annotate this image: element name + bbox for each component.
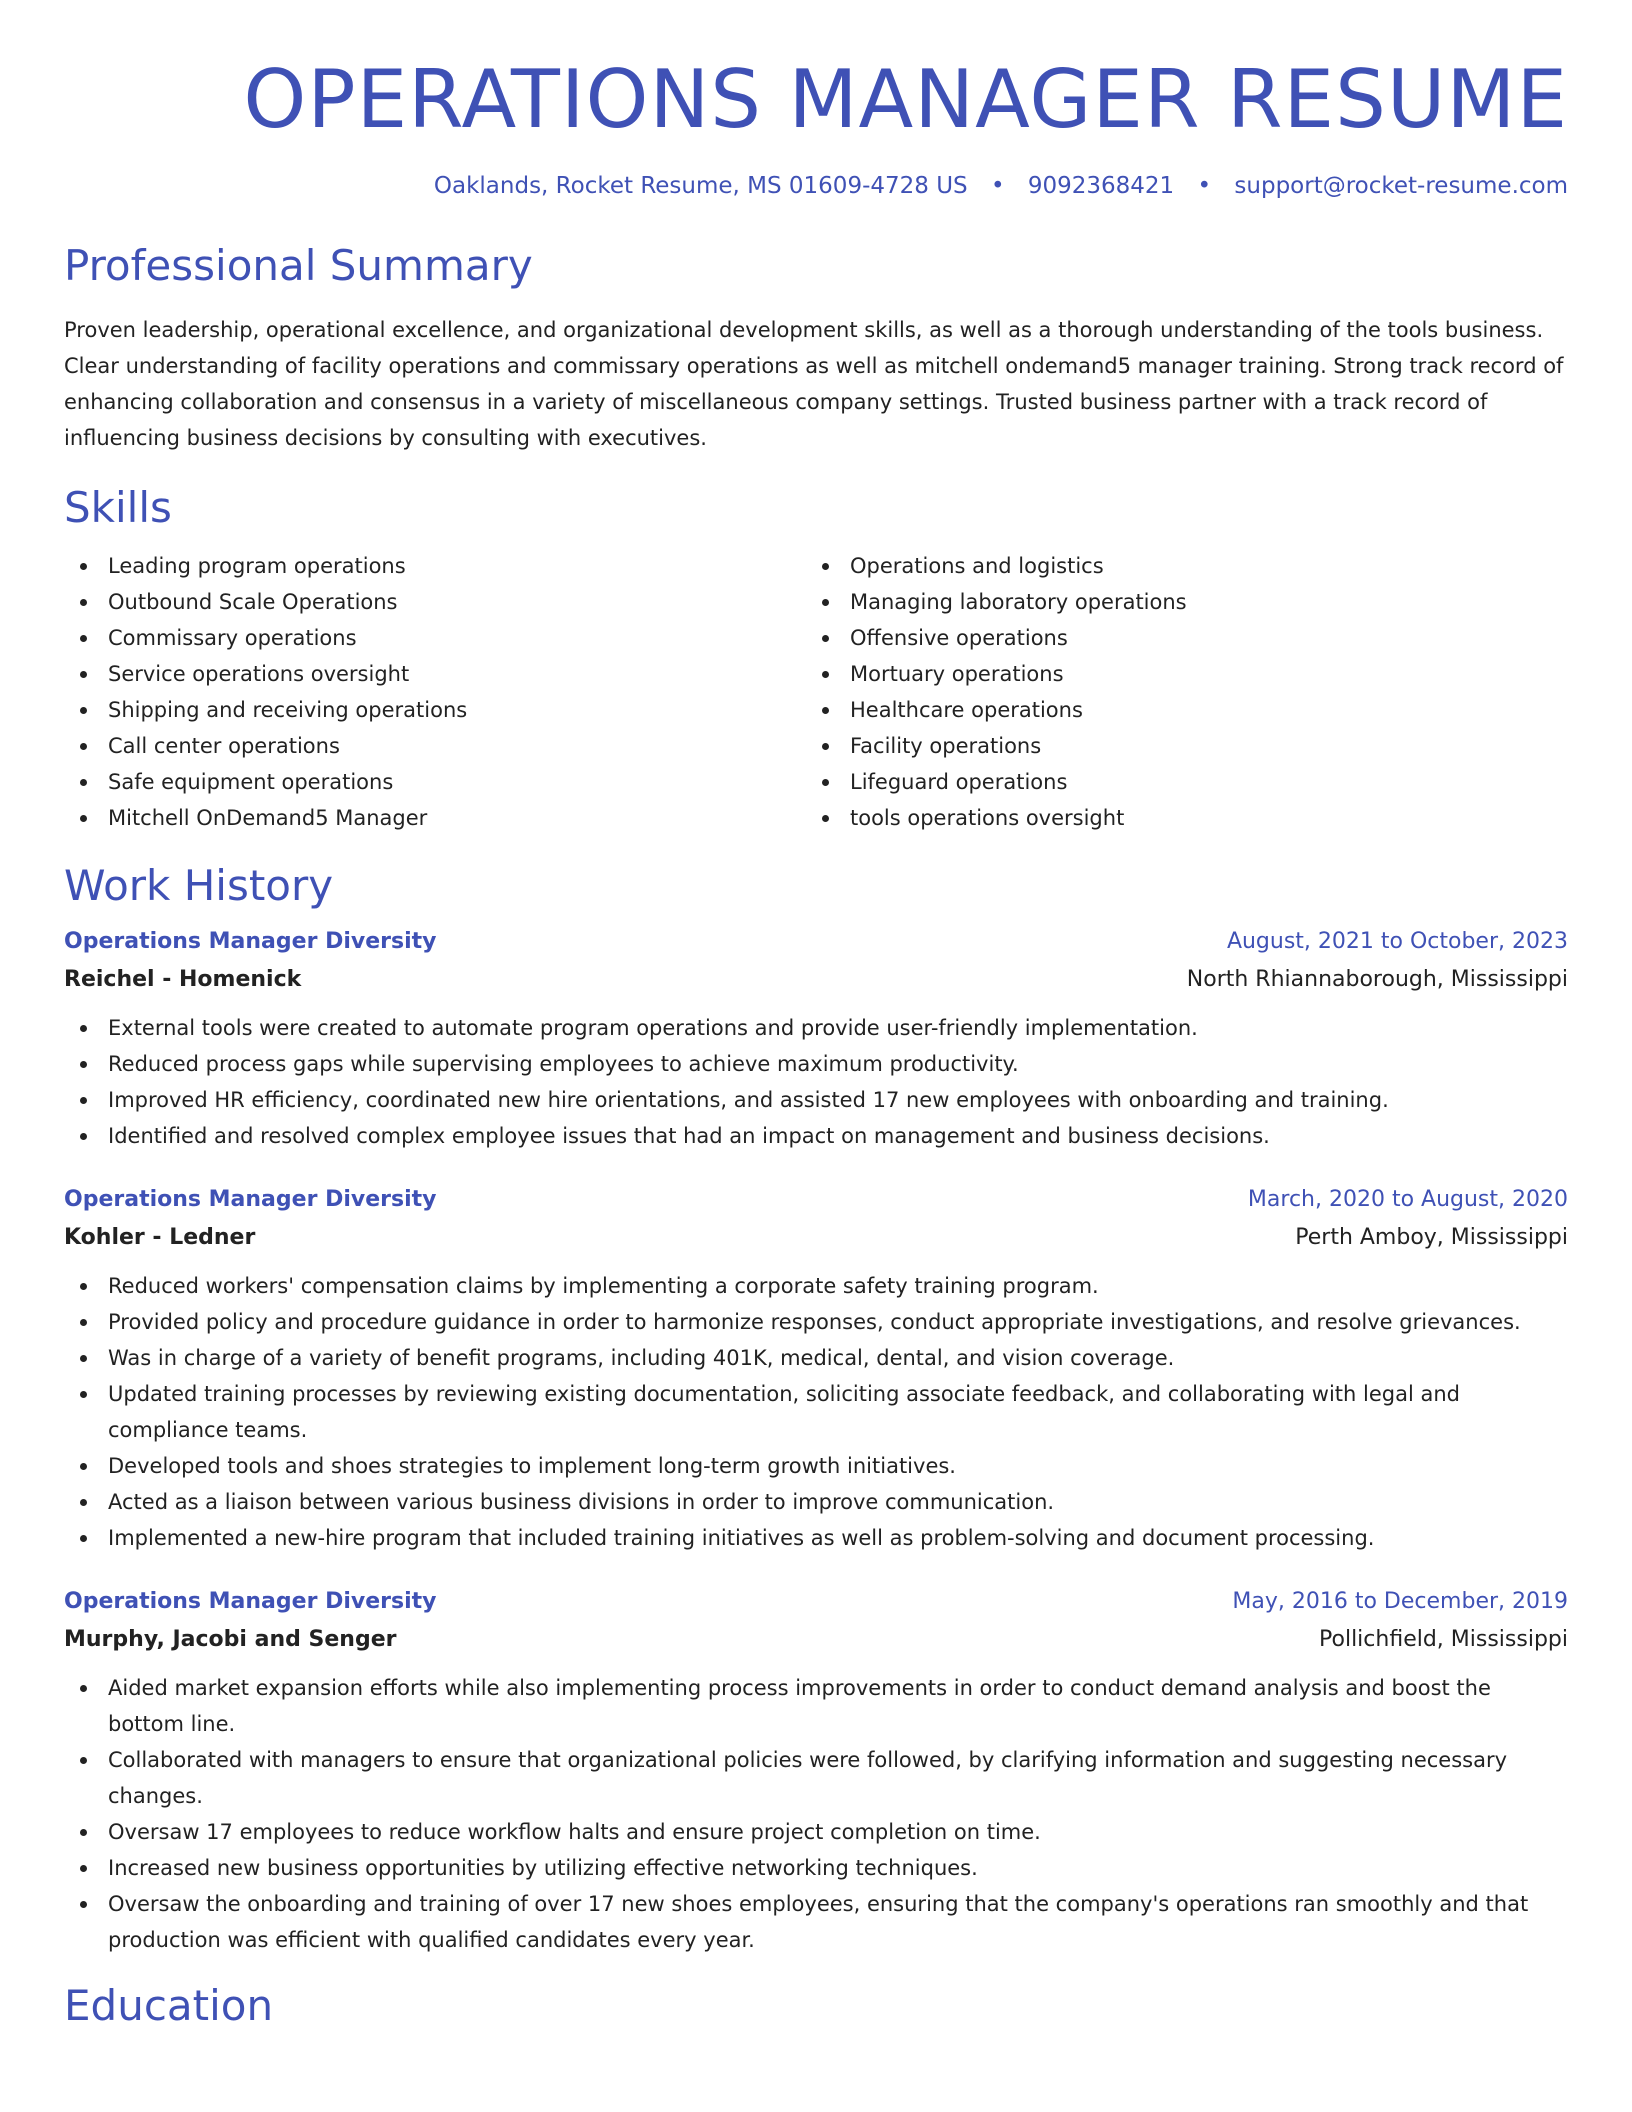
job-dates: August, 2021 to October, 2023	[1226, 929, 1568, 954]
list-item: Safe equipment operations	[64, 764, 806, 800]
job-location: Pollichfield, Mississippi	[1319, 1627, 1568, 1652]
skills-column-right	[806, 548, 1548, 836]
list-item: Service operations oversight	[64, 656, 806, 692]
job-company-row	[64, 1218, 1568, 1258]
list-item: Was in charge of a variety of benefit programs, including 401K, medical, dental, and vision coverage.	[64, 1340, 1568, 1376]
list-item: Collaborated with managers to ensure that organizational policies were followed, by clarifying information and suggesting necessary changes.	[64, 1742, 1568, 1814]
job-bullets	[64, 1670, 1568, 1958]
list-item: Lifeguard operations	[806, 764, 1548, 800]
resume-page	[64, 0, 1568, 2032]
list-item: Implemented a new-hire program that included training initiatives as well as problem-solving and document processing.	[64, 1520, 1568, 1556]
job-bullets	[64, 1010, 1568, 1154]
contact-separator: •	[1197, 173, 1212, 199]
list-item: Outbound Scale Operations	[64, 584, 806, 620]
job-entry	[64, 924, 1568, 1154]
list-item: tools operations oversight	[806, 800, 1548, 836]
job-title: Operations Manager Diversity	[64, 1187, 437, 1212]
list-item: Reduced workers' compensation claims by implementing a corporate safety training program.	[64, 1268, 1568, 1304]
list-item: Aided market expansion efforts while also implementing process improvements in order to conduct demand analysis and boost the bottom line.	[64, 1670, 1568, 1742]
job-location: Perth Amboy, Mississippi	[1295, 1225, 1568, 1250]
job-header-row	[64, 924, 1568, 960]
skills-heading: Skills	[64, 483, 172, 532]
job-company-row	[64, 1620, 1568, 1660]
list-item: Facility operations	[806, 728, 1548, 764]
list-item: Oversaw the onboarding and training of over 17 new shoes employees, ensuring that the company's operations ran smoothly and that production was efficient with qualified candidates every year.	[64, 1886, 1568, 1958]
list-item: External tools were created to automate program operations and provide user-friendly implementation.	[64, 1010, 1568, 1046]
list-item: Oversaw 17 employees to reduce workflow halts and ensure project completion on time.	[64, 1814, 1568, 1850]
list-item: Increased new business opportunities by utilizing effective networking techniques.	[64, 1850, 1568, 1886]
job-bullets	[64, 1268, 1568, 1556]
list-item: Mitchell OnDemand5 Manager	[64, 800, 806, 836]
contact-address: Oaklands, Rocket Resume, MS 01609-4728 US	[433, 173, 968, 199]
list-item: Managing laboratory operations	[806, 584, 1548, 620]
list-item: Operations and logistics	[806, 548, 1548, 584]
job-title: Operations Manager Diversity	[64, 929, 437, 954]
resume-title: OPERATIONS MANAGER RESUME	[243, 53, 1568, 146]
list-item: Updated training processes by reviewing existing documentation, soliciting associate feedback, and collaborating with legal and compliance teams.	[64, 1376, 1568, 1448]
education-heading: Education	[64, 1981, 274, 2030]
contact-line	[64, 170, 1568, 202]
list-item: Leading program operations	[64, 548, 806, 584]
job-company: Murphy, Jacobi and Senger	[64, 1627, 397, 1652]
skills-list	[64, 548, 1568, 836]
list-item: Offensive operations	[806, 620, 1548, 656]
job-company: Kohler - Ledner	[64, 1225, 256, 1250]
list-item: Provided policy and procedure guidance in order to harmonize responses, conduct appropriate investigations, and resolve grievances.	[64, 1304, 1568, 1340]
list-item: Call center operations	[64, 728, 806, 764]
summary-heading: Professional Summary	[64, 241, 533, 290]
job-dates: May, 2016 to December, 2019	[1232, 1589, 1568, 1614]
list-item: Identified and resolved complex employee issues that had an impact on management and business decisions.	[64, 1118, 1568, 1154]
list-item: Developed tools and shoes strategies to implement long-term growth initiatives.	[64, 1448, 1568, 1484]
job-location: North Rhiannaborough, Mississippi	[1186, 967, 1568, 992]
job-header-row	[64, 1182, 1568, 1218]
list-item: Improved HR efficiency, coordinated new hire orientations, and assisted 17 new employees with onboarding and training.	[64, 1082, 1568, 1118]
contact-separator: •	[990, 173, 1005, 199]
contact-email: support@rocket-resume.com	[1234, 173, 1568, 199]
job-entry	[64, 1182, 1568, 1556]
list-item: Acted as a liaison between various business divisions in order to improve communication.	[64, 1484, 1568, 1520]
job-company-row	[64, 960, 1568, 1000]
contact-phone: 9092368421	[1027, 173, 1175, 199]
work-history-list	[64, 924, 1568, 1958]
skills-column-left	[64, 548, 806, 836]
job-dates: March, 2020 to August, 2020	[1247, 1187, 1568, 1212]
job-entry	[64, 1584, 1568, 1958]
list-item: Mortuary operations	[806, 656, 1548, 692]
work-history-heading: Work History	[64, 861, 334, 910]
list-item: Shipping and receiving operations	[64, 692, 806, 728]
summary-text: Proven leadership, operational excellence, and organizational development skills, as well as a thorough understanding of the tools business. Clear understanding of facility operations and commissary operations as well as mitchell ondemand5 manager training. Strong track record of enhancing collaboration and consensus in a variety of miscellaneous company settings. Trusted business partner with a track record of influencing business decisions by consulting with executives.	[64, 318, 1564, 450]
list-item: Healthcare operations	[806, 692, 1548, 728]
job-title: Operations Manager Diversity	[64, 1589, 437, 1614]
list-item: Reduced process gaps while supervising employees to achieve maximum productivity.	[64, 1046, 1568, 1082]
list-item: Commissary operations	[64, 620, 806, 656]
job-company: Reichel - Homenick	[64, 967, 302, 992]
job-header-row	[64, 1584, 1568, 1620]
